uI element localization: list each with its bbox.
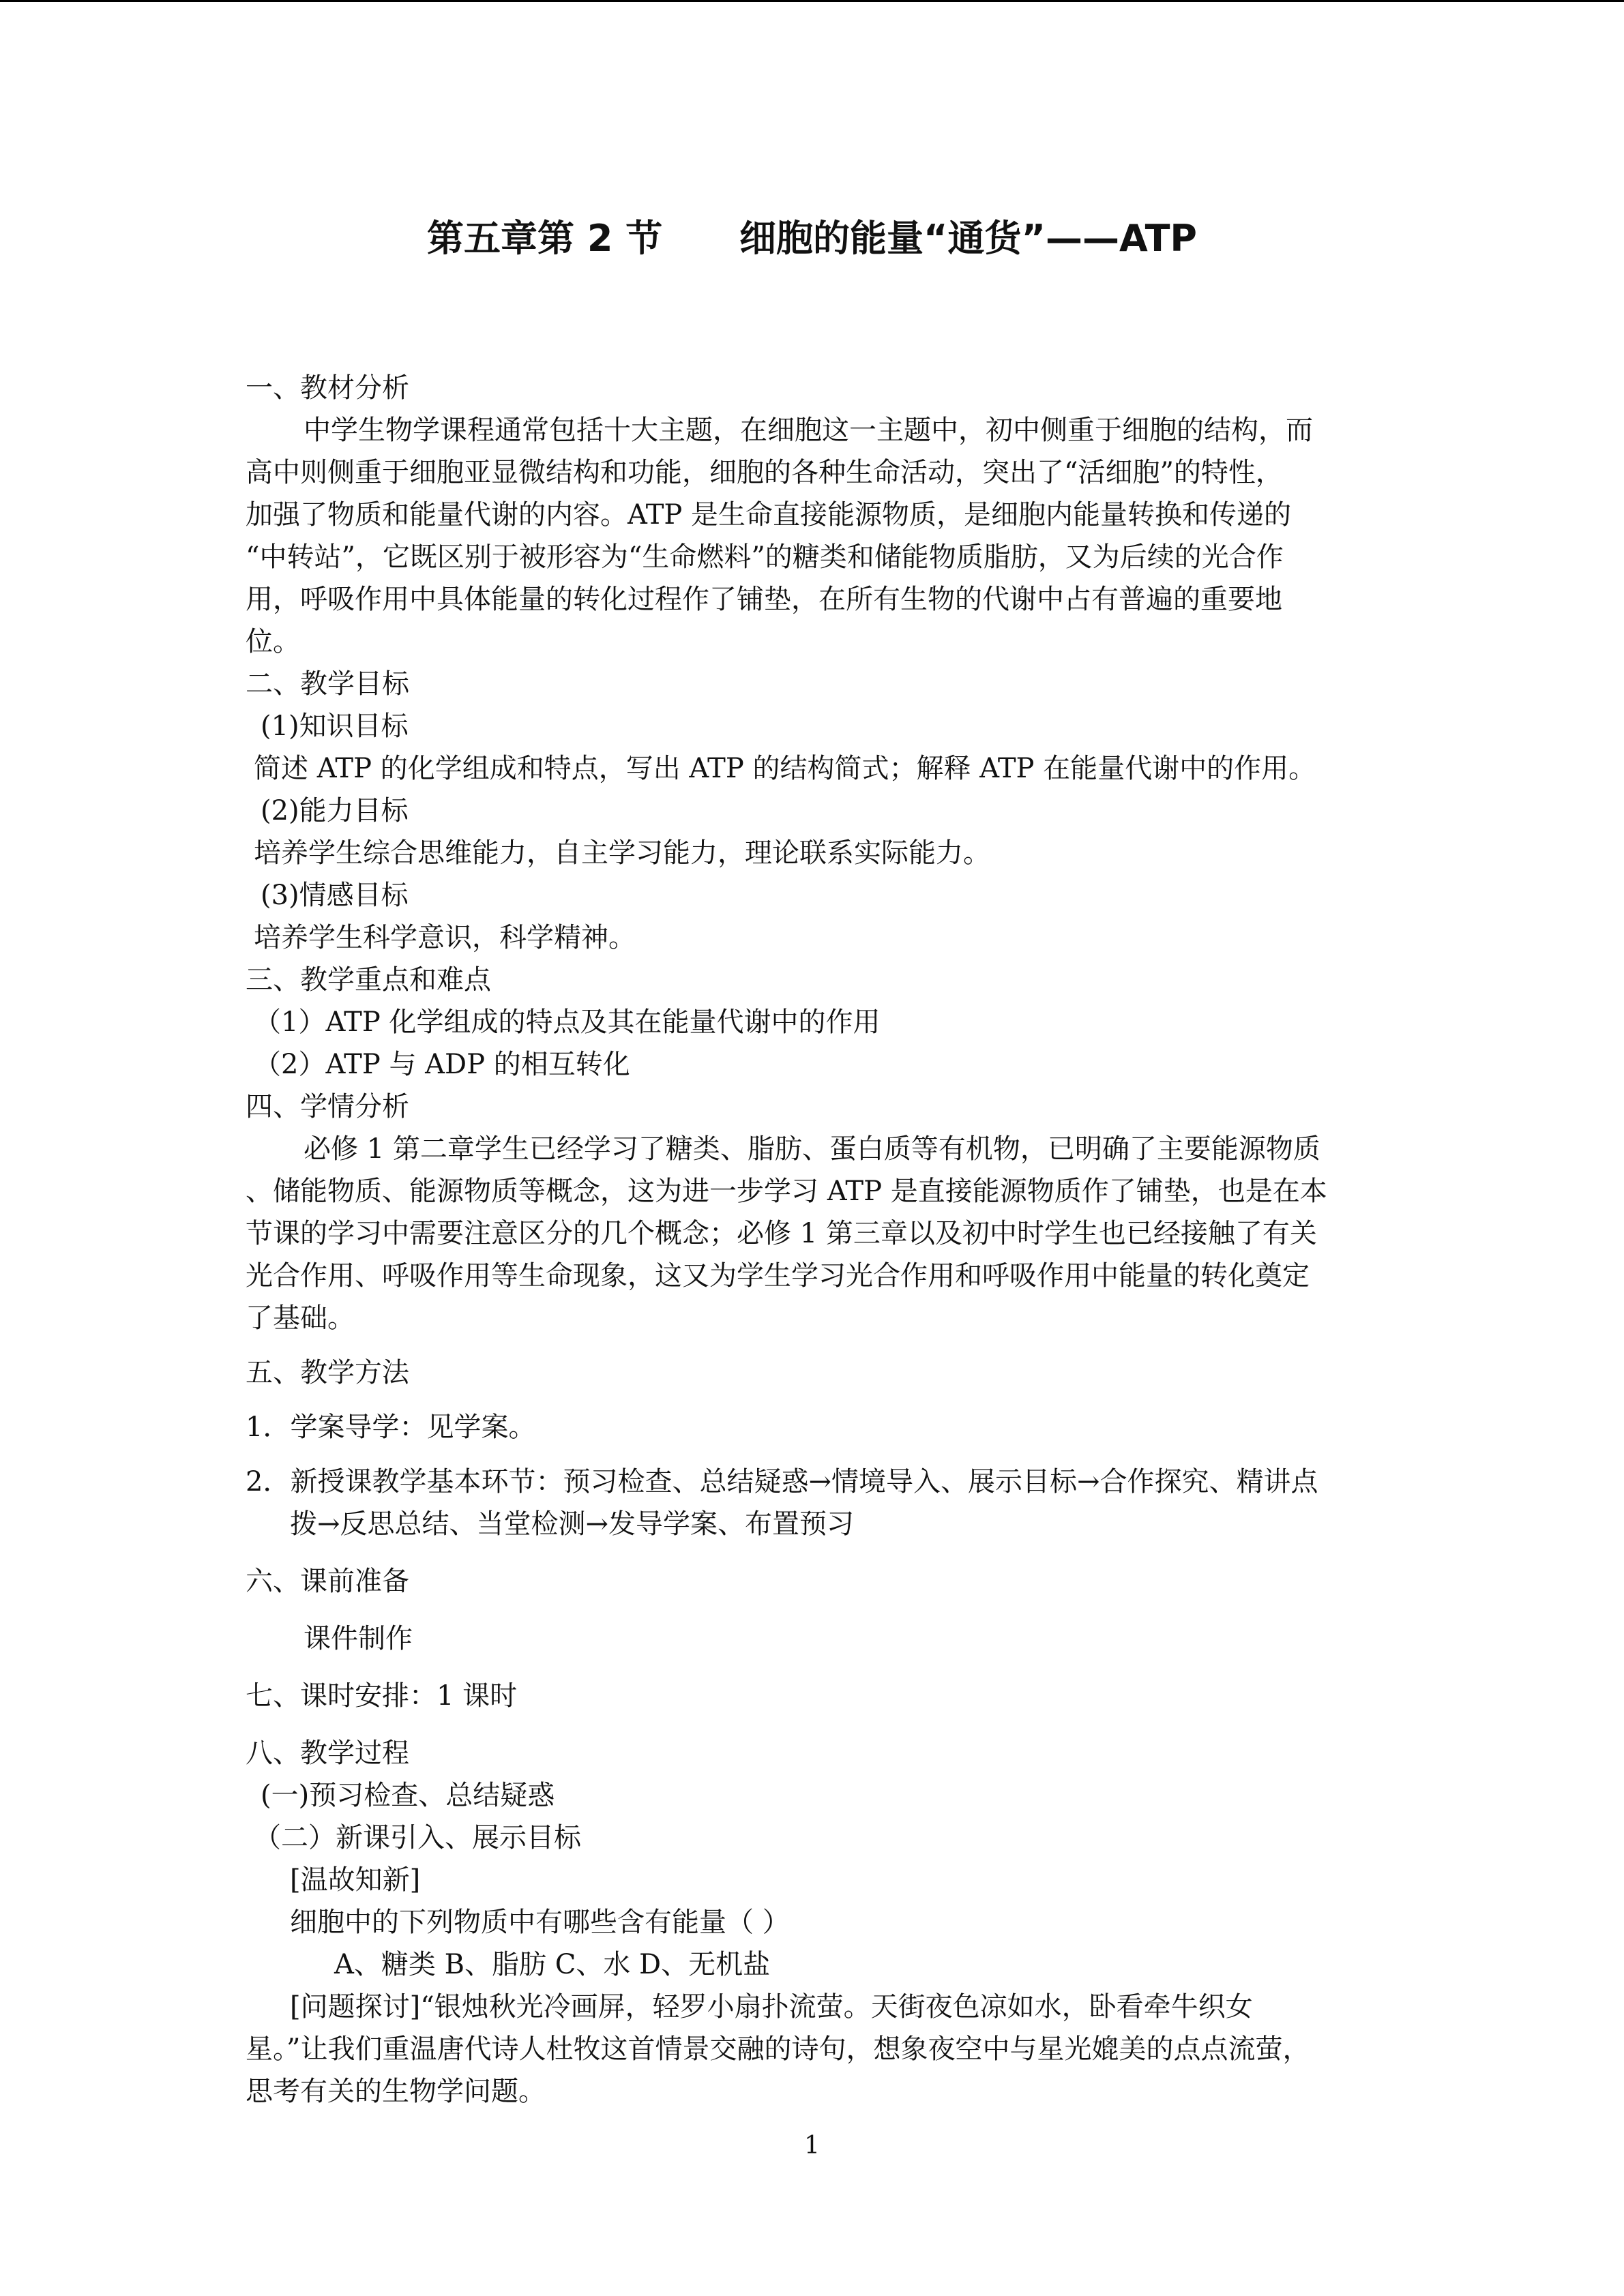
paragraph-line: 简述 ATP 的化学组成和特点，写出 ATP 的结构简式；解释 ATP 在能量代谢中的作用。 <box>254 753 1316 784</box>
paragraph-line: 节课的学习中需要注意区分的几个概念；必修 1 第三章以及初中时学生也已经接触了有关 <box>246 1218 1317 1249</box>
paragraph-line: 中学生物学课程通常包括十大主题，在细胞这一主题中，初中侧重于细胞的结构，而 <box>304 415 1313 446</box>
paragraph-line: [问题探讨]“银烛秋光冷画屏，轻罗小扇扑流萤。天街夜色凉如水，卧看牵牛织女 <box>290 1991 1253 2023</box>
page-number: 1 <box>804 2132 820 2160</box>
paragraph-line: 必修 1 第二章学生已经学习了糖类、脂肪、蛋白质等有机物，已明确了主要能源物质 <box>304 1133 1320 1165</box>
section-heading: 五、教学方法 <box>246 1357 409 1388</box>
section-heading: 一、教材分析 <box>246 372 409 404</box>
paragraph-line: 光合作用、呼吸作用等生命现象，这又为学生学习光合作用和呼吸作用中能量的转化奠定 <box>246 1260 1310 1292</box>
list-item: 1．学案导学：见学案。 <box>246 1412 536 1443</box>
answer-options: A、糖类 B、脂肪 C、水 D、无机盐 <box>334 1949 771 1980</box>
paragraph-line: 用，呼吸作用中具体能量的转化过程作了铺垫，在所有生物的代谢中占有普遍的重要地 <box>246 584 1282 615</box>
subheading: (2)能力目标 <box>261 795 409 826</box>
subheading: （二）新课引入、展示目标 <box>254 1822 581 1853</box>
page-title: 第五章第 2 节 细胞的能量“通货”——ATP <box>427 217 1197 260</box>
section-heading: 四、学情分析 <box>246 1091 409 1122</box>
document-body <box>246 367 1378 2113</box>
paragraph-line: “中转站”，它既区别于被形容为“生命燃料”的糖类和储能物质脂肪，又为后续的光合作 <box>246 541 1284 573</box>
top-border <box>0 0 1624 2</box>
paragraph-line: 培养学生综合思维能力，自主学习能力，理论联系实际能力。 <box>254 837 990 869</box>
list-item: 2．新授课教学基本环节：预习检查、总结疑惑→情境导入、展示目标→合作探究、精讲点 <box>246 1466 1318 1497</box>
paragraph-line: 星。”让我们重温唐代诗人杜牧这首情景交融的诗句，想象夜空中与星光媲美的点点流萤， <box>246 2033 1310 2065</box>
section-heading: 六、课前准备 <box>246 1566 409 1597</box>
list-item: （1）ATP 化学组成的特点及其在能量代谢中的作用 <box>254 1007 881 1038</box>
paragraph-line: 位。 <box>246 626 300 657</box>
paragraph-line: 思考有关的生物学问题。 <box>246 2076 546 2107</box>
section-heading: 七、课时安排：1 课时 <box>246 1680 518 1712</box>
list-item-continuation: 拨→反思总结、当堂检测→发导学案、布置预习 <box>290 1508 855 1540</box>
paragraph-line: [温故知新] <box>290 1864 421 1896</box>
subheading: (1)知识目标 <box>261 711 409 742</box>
subheading: (3)情感目标 <box>261 880 409 911</box>
paragraph-line: 了基础。 <box>246 1302 355 1334</box>
subheading: (一)预习检查、总结疑惑 <box>261 1780 555 1811</box>
section-heading: 二、教学目标 <box>246 668 409 700</box>
section-heading: 八、教学过程 <box>246 1738 409 1769</box>
paragraph-line: 、储能物质、能源物质等概念，这为进一步学习 ATP 是直接能源物质作了铺垫，也是在本 <box>246 1176 1327 1207</box>
paragraph-line: 培养学生科学意识，科学精神。 <box>254 922 636 953</box>
paragraph-line: 加强了物质和能量代谢的内容。ATP 是生命直接能源物质，是细胞内能量转换和传递的 <box>246 499 1292 531</box>
section-heading: 三、教学重点和难点 <box>246 964 491 996</box>
paragraph-line: 高中则侧重于细胞亚显微结构和功能，细胞的各种生命活动，突出了“活细胞”的特性， <box>246 457 1283 488</box>
question-line: 细胞中的下列物质中有哪些含有能量（ ） <box>290 1907 790 1938</box>
paragraph-line: 课件制作 <box>304 1623 413 1654</box>
list-item: （2）ATP 与 ADP 的相互转化 <box>254 1049 630 1080</box>
